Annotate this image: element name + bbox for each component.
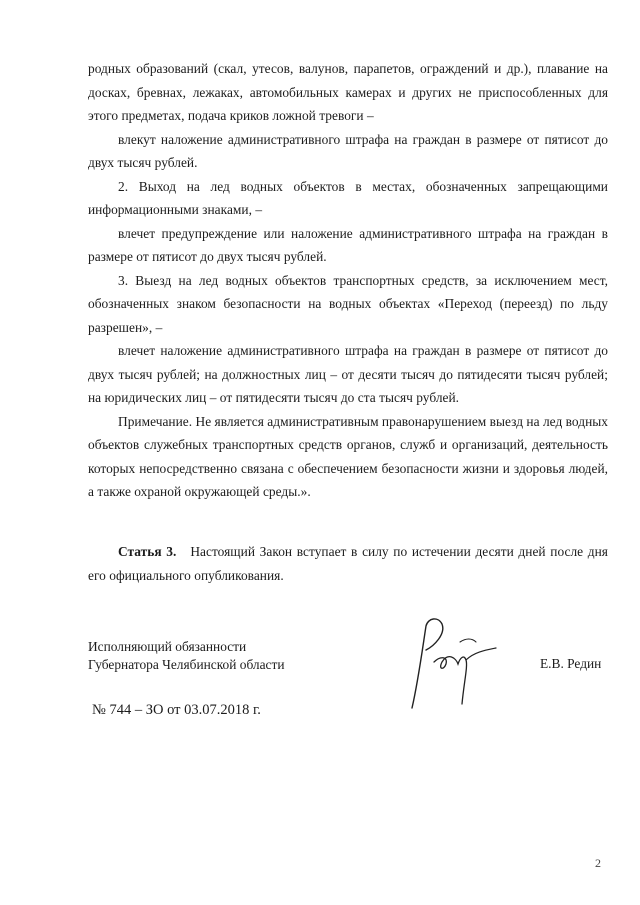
article-3-paragraph (88, 540, 608, 587)
signatory-title-line-1: Исполняющий обязанности (88, 639, 247, 654)
paragraph-item-2: 2. Выход на лед водных объектов в местах, обозначенных запрещающими информационными знаками, – (88, 178, 608, 217)
paragraph-penalty-2: влечет предупреждение или наложение административного штрафа на граждан в размере от пятисот до двух тысяч рублей. (88, 225, 608, 264)
signatory-title-line-2: Губернатора Челябинской области (88, 657, 285, 672)
signatory-name: Е.В. Редин (540, 656, 602, 671)
paragraph-item-3: 3. Выезд на лед водных объектов транспортных средств, за исключением мест, обозначенных знаком безопасности на водных объектах «Переход (переезд) по льду разрешен», – (88, 272, 608, 335)
handwritten-signature (404, 612, 514, 722)
article-3-text: Настоящий Закон вступает в силу по истечении десяти дней после дня его официального опубликования. (88, 544, 608, 583)
article-3 (88, 540, 608, 587)
paragraph-penalty-1: влекут наложение административного штрафа на граждан в размере от пятисот до двух тысяч рублей. (88, 131, 608, 170)
article-3-label: Статья 3. (118, 544, 177, 559)
paragraph-penalty-3: влечет наложение административного штрафа на граждан в размере от пятисот до двух тысяч рублей; на должностных лиц – от десяти тысяч до пятидесяти тысяч рублей; на юридических лиц – от пятидесяти тысяч до ста тысяч рублей. (88, 343, 608, 405)
paragraph-note: Примечание. Не является административным правонарушением выезд на лед водных объектов служебных транспортных средств органов, служб и организаций, деятельность которых непосредственно связана с обеспечением безопасности жизни и здоровья людей, а также охраной окружающей среды.». (88, 413, 608, 499)
document-number: № 744 – ЗО от 03.07.2018 г. (92, 702, 261, 718)
signatory-title (88, 638, 285, 674)
page-number: 2 (595, 856, 601, 870)
law-text-body (88, 57, 608, 504)
paragraph-continuation: родных образований (скал, утесов, валунов, парапетов, ограждений и др.), плавание на досках, бревнах, лежаках, автомобильных камерах и других не приспособленных для этого предметах, подача криков ложной тревоги – (88, 61, 608, 123)
